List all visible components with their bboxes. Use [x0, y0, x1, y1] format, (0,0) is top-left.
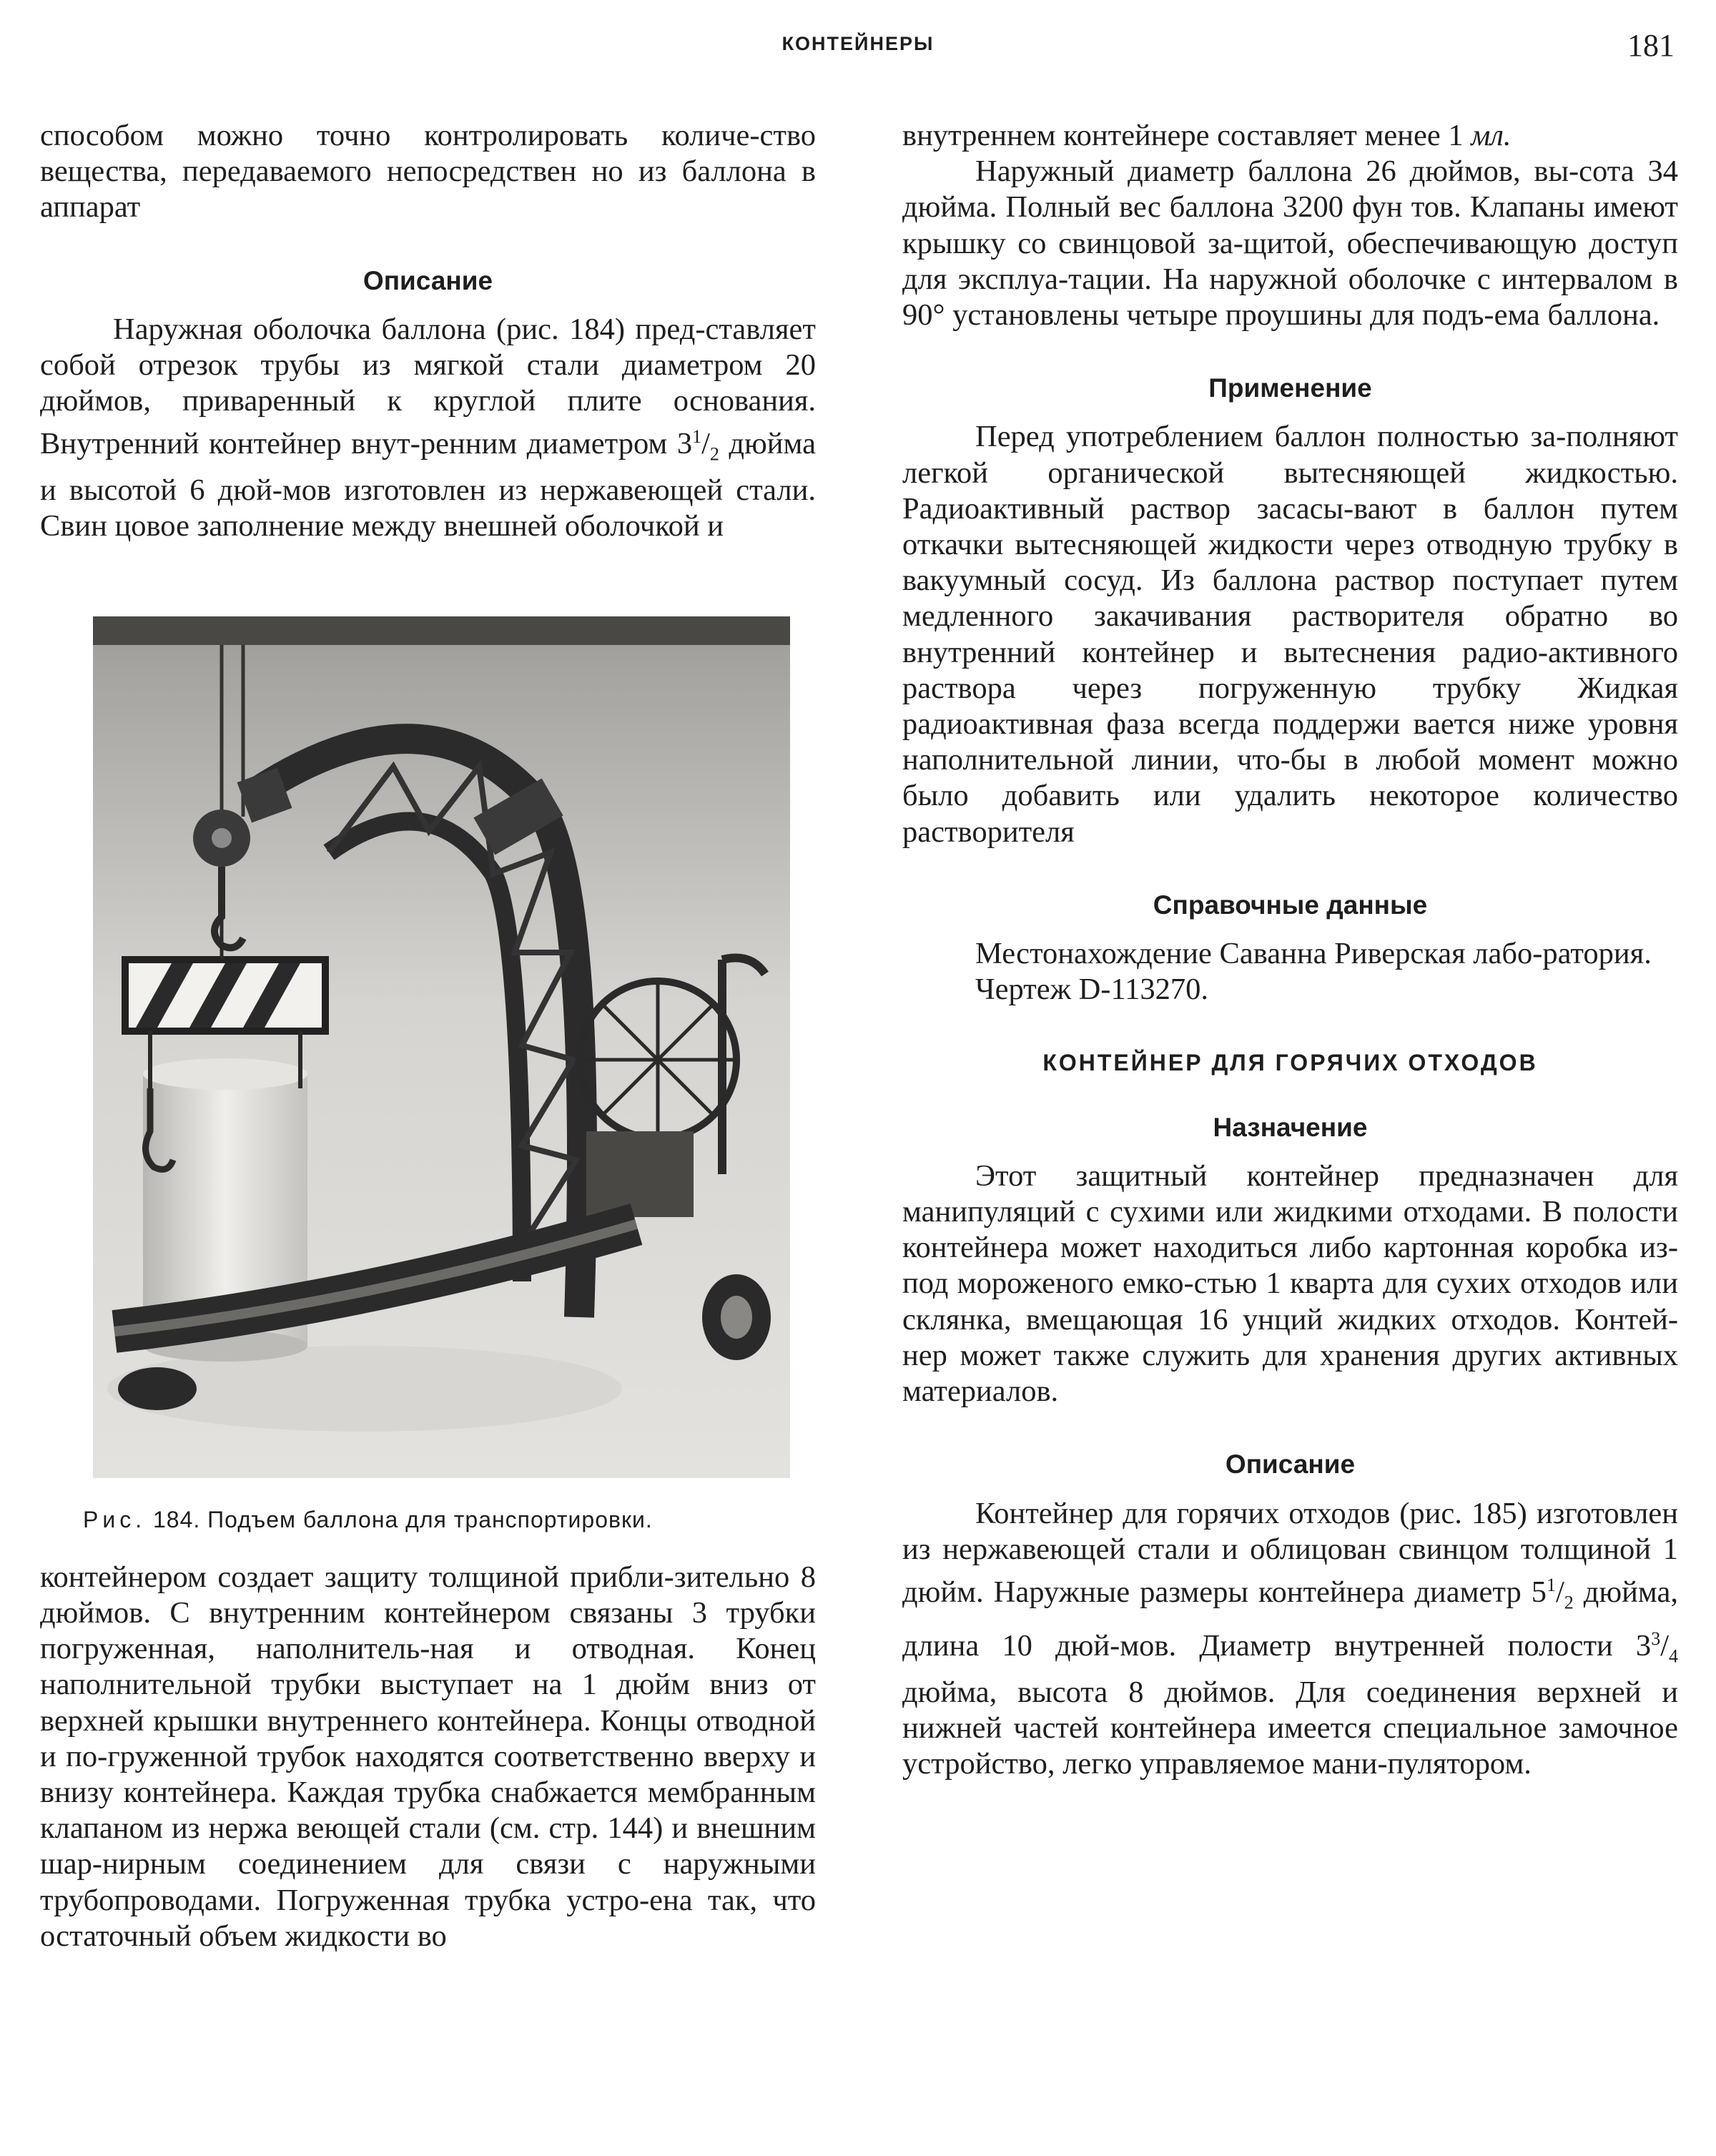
reference-heading: Справочные данные — [1153, 890, 1428, 920]
continuation-line-text: внутреннем контейнере составляет менее 1 — [902, 119, 1471, 152]
description-text-start: Наружная оболочка баллона (рис. 184) пред-ставляет собой отрезок трубы из мягкой стали диаметром 20 дюймов, приваренный к круглой плите основания. Внутренний контейнер внут-ренним диаметром 3 — [40, 312, 816, 461]
continuation-line — [902, 118, 1678, 154]
description-text-end: дюйма и высотой 6 дюй-мов изготовлен из нержавеющей стали. Свин цовое заполнение между внешней оболочкой и — [40, 427, 816, 543]
reference-drawing: Чертеж D-113270. — [975, 973, 1208, 1007]
purpose-paragraph: Этот защитный контейнер предназначен для манипуляций с сухими или жидкими отходами. В полости контейнера может находиться либо картонная коробка из-под мороженого емко-стью 1 кварта для сухих отходов или склянка, вмещающая 16 унций жидких отходов. Контей-нер может также служить для хранения других активных материалов. — [902, 1158, 1678, 1409]
frac-a-denominator: 2 — [1564, 1592, 1574, 1613]
frac-b-denominator: 4 — [1669, 1645, 1678, 1667]
reference-location: Местонахождение Саванна Риверская лабо-ратория. — [975, 937, 1652, 971]
figure-caption-lead: Рис. — [83, 1506, 147, 1532]
fraction-numerator: 1 — [692, 426, 702, 448]
fraction-denominator: 2 — [709, 444, 719, 466]
dimensions-paragraph: Наружный диаметр баллона 26 дюймов, вы-сота 34 дюйма. Полный вес баллона 3200 фун тов. Клапаны имеют крышку со свинцовой за-щитой, обеспечивающую доступ для эксплуа-тации. На наружной оболочке с интервалом в 90° установлены четыре проушины для подъ-ема баллона. — [902, 154, 1678, 333]
running-head — [0, 27, 1716, 64]
hw-description-end: дюйма, высота 8 дюймов. Для соединения верхней и нижней частей контейнера имеется специальное замочное устройство, легко управляемое мани-пулятором. — [902, 1675, 1678, 1781]
frac-b-numerator: 3 — [1651, 1628, 1661, 1649]
figure-184-photo — [93, 616, 790, 1478]
page-number: 181 — [1627, 28, 1675, 63]
purpose-heading: Назначение — [1213, 1112, 1368, 1142]
section-title: КОНТЕЙНЕР ДЛЯ ГОРЯЧИХ ОТХОДОВ — [1042, 1050, 1538, 1076]
intro-paragraph: способом можно точно контролировать количе-ство вещества, передаваемого непосредствен но из баллона в аппарат — [40, 119, 816, 225]
running-title: КОНТЕЙНЕРЫ — [781, 33, 935, 54]
crane-illustration — [93, 616, 790, 1478]
description-heading: Описание — [363, 265, 493, 295]
description-heading-2: Описание — [1225, 1449, 1356, 1480]
continuation-paragraph: контейнером создает защиту толщиной прибли-зительно 8 дюймов. С внутренним контейнером связаны 3 трубки погруженная, наполнитель-ная и отводная. Конец наполнительной трубки выступает на 1 дюйм вниз от верхней крышки внутреннего контейнера. Концы отводной и по-груженной трубок находятся соответственно вверху и внизу контейнера. Каждая трубка снабжается мембранным клапаном из нержа веющей стали (см. стр. 144) и внешним шар-нирным соединением для связи с наружными трубопроводами. Погруженная трубка устро-ена так, что остаточный объем жидкости во — [40, 1560, 816, 1953]
figure-184-caption — [40, 1504, 816, 1535]
unit-ml: мл. — [1471, 119, 1512, 152]
figure-caption-text: 184. Подъем баллона для транспортировки. — [146, 1506, 653, 1532]
hw-description-start: Контейнер для горячих отходов (рис. 185) изготовлен из нержавеющей стали и облицован свинцом толщиной 1 дюйм. Наружные размеры контейнера диаметр 5 — [902, 1496, 1678, 1610]
application-heading: Применение — [1208, 373, 1372, 403]
frac-a-numerator: 1 — [1546, 1574, 1556, 1595]
description-paragraph: Наружная оболочка баллона (рис. 184) пред-ставляет собой отрезок трубы из мягкой стали диаметром 20 дюймов, приваренный к круглой плите основания. Внутренний контейнер внут-ренним диаметром $3^1/_2$ дюйма и высотой 6 дюй-мов изготовлен из нержавеющей стали. Свин цовое заполнение между внешней оболочкой и — [40, 312, 816, 543]
right-column — [902, 118, 1678, 1782]
hot-waste-description-paragraph: Контейнер для горячих отходов (рис. 185) изготовлен из нержавеющей стали и облицован свинцом толщиной 1 дюйм. Наружные размеры контейнера диаметр $5^1/_2$ дюйма, длина 10 дюй-мов. Диаметр внутренней полости $3^3/_4$ дюйма, высота 8 дюймов. Для соединения верхней и нижней частей контейнера имеется специальное замочное устройство, легко управляемое мани-пулятором. — [902, 1496, 1678, 1781]
left-column — [40, 118, 816, 1954]
hw-description-mid: дюйма, длина 10 дюй-мов. Диаметр внутренней полости 3 — [902, 1575, 1678, 1663]
application-paragraph: Перед употреблением баллон полностью за-полняют легкой органической вытесняющей жидкостью. Радиоактивный раствор засасы-вают в баллон путем откачки вытесняющей жидкости через отводную трубку в вакуумный сосуд. Из баллона раствор поступает путем медленного закачивания растворителя обратно во внутренний контейнер и вытеснения радио-активного раствора через погруженную трубку Жидкая радиоактивная фаза всегда поддержи вается ниже уровня наполнительной линии, что-бы в любой момент можно было добавить или удалить некоторое количество растворителя — [902, 420, 1678, 849]
